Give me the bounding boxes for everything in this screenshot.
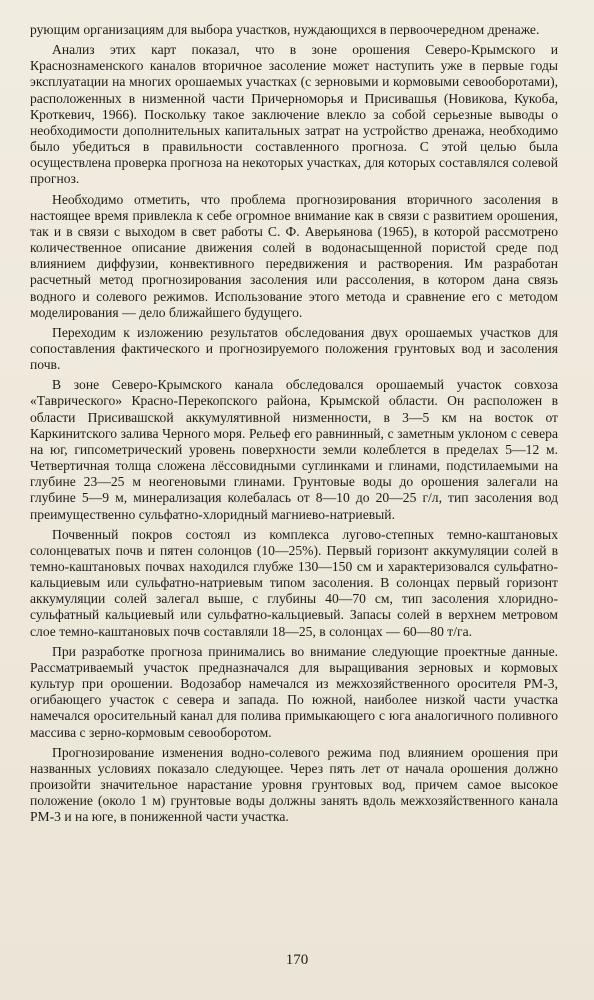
paragraph-6: Почвенный покров состоял из комплекса лугово-степных темно-каштановых солонцеватых почв и пятен солонцов (10—25%). Первый горизонт аккумуляции солей в темно-каштановых почвах находился глубже 130—150 см и характеризовался сульфатно-кальциевым или сульфатно-натриевым типом засоления. В солонцах первый горизонт аккумуляции солей залегал выше, с глубины 40—70 см, тип засоления хлоридно-сульфатный кальциевый или сульфатно-кальциевый. Запасы солей в верхнем метровом слое темно-каштановых почв составляли 18—25, в солонцах — 60—80 т/га. — [30, 526, 558, 639]
paragraph-3: Необходимо отметить, что проблема прогнозирования вторичного засоления в настоящее время привлекла к себе огромное внимание как в связи с развитием орошения, так и в связи с выходом в свет работы С. Ф. Аверьянова (1965), в которой рассмотрено количественное описание движения солей в водонасыщенной пористой среде под влиянием диффузии, конвективного передвижения и растворения. Им разработан расчетный метод прогнозирования засоления или рассоления, в котором дана связь водного и солевого режимов. Использование этого метода и сравнение его с методом моделирования — дело ближайшего будущего. — [30, 191, 558, 320]
paragraph-8: Прогнозирование изменения водно-солевого режима под влиянием орошения при названных условиях показало следующее. Через пять лет от начала орошения должно произойти значительное нарастание уровня грунтовых вод, причем самое высокое положение (около 1 м) грунтовые воды должны занять вдоль межхозяйственного канала РМ-3 и на юге, в пониженной части участка. — [30, 744, 558, 825]
paragraph-1: рующим организациям для выбора участков, нуждающихся в первоочередном дренаже. — [30, 22, 540, 37]
paragraph-7: При разработке прогноза принимались во внимание следующие проектные данные. Рассматриваемый участок предназначался для выращивания зерновых и кормовых культур при орошении. Водозабор намечался из межхозяйственного оросителя РМ-3, огибающего участок с севера и запада. По южной, наиболее низкой части участка намечался оросительный канал для полива примыкающего с юга аналогичного поливного массива с зерно-кормовым севооборотом. — [30, 643, 558, 740]
page-number: 170 — [285, 952, 309, 968]
paragraph-5: В зоне Северо-Крымского канала обследовался орошаемый участок совхоза «Таврического» Красно-Перекопского района, Крымской области. Он расположен в области Присивашской аккумулятивной низменности, в 3—5 км на восток от Каркинитского залива Черного моря. Рельеф его равнинный, с заметным уклоном с севера на юг, гипсометрический уровень поверхности земли колеблется в пределах 5—12 м. Четвертичная толща сложена лёссовидными суглинками и глинами, подстилаемыми на глубине 23—25 м неогеновыми глинами. Грунтовые воды до орошения залегали на глубине 5—9 м, минерализация колебалась от 8—10 до 20—25 г/л, тип засоления вод преимущественно сульфатно-хлоридный магниево-натриевый. — [30, 377, 558, 522]
body-text — [30, 22, 558, 830]
paragraph-4: Переходим к изложению результатов обследования двух орошаемых участков для сопоставления фактического и прогнозируемого положения грунтовых вод и засоления почв. — [30, 324, 558, 373]
paragraph-2: Анализ этих карт показал, что в зоне орошения Северо-Крымского и Краснознаменского каналов вторичное засоление может наступить уже в первые годы эксплуатации на многих орошаемых участках (с зерновыми и кормовыми севооборотами), расположенных в низменной части Причерноморья и Присивашья (Новикова, Кукоба, Кроткевич, 1966). Поскольку такое заключение влекло за собой серьезные выводы о необходимости дополнительных капитальных затрат на устройство дренажа, необходимо было убедиться в правильности составленного прогноза. С этой целью была осуществлена проверка прогноза на некоторых участках, для которых составлялся солевой прогноз. — [30, 42, 558, 187]
